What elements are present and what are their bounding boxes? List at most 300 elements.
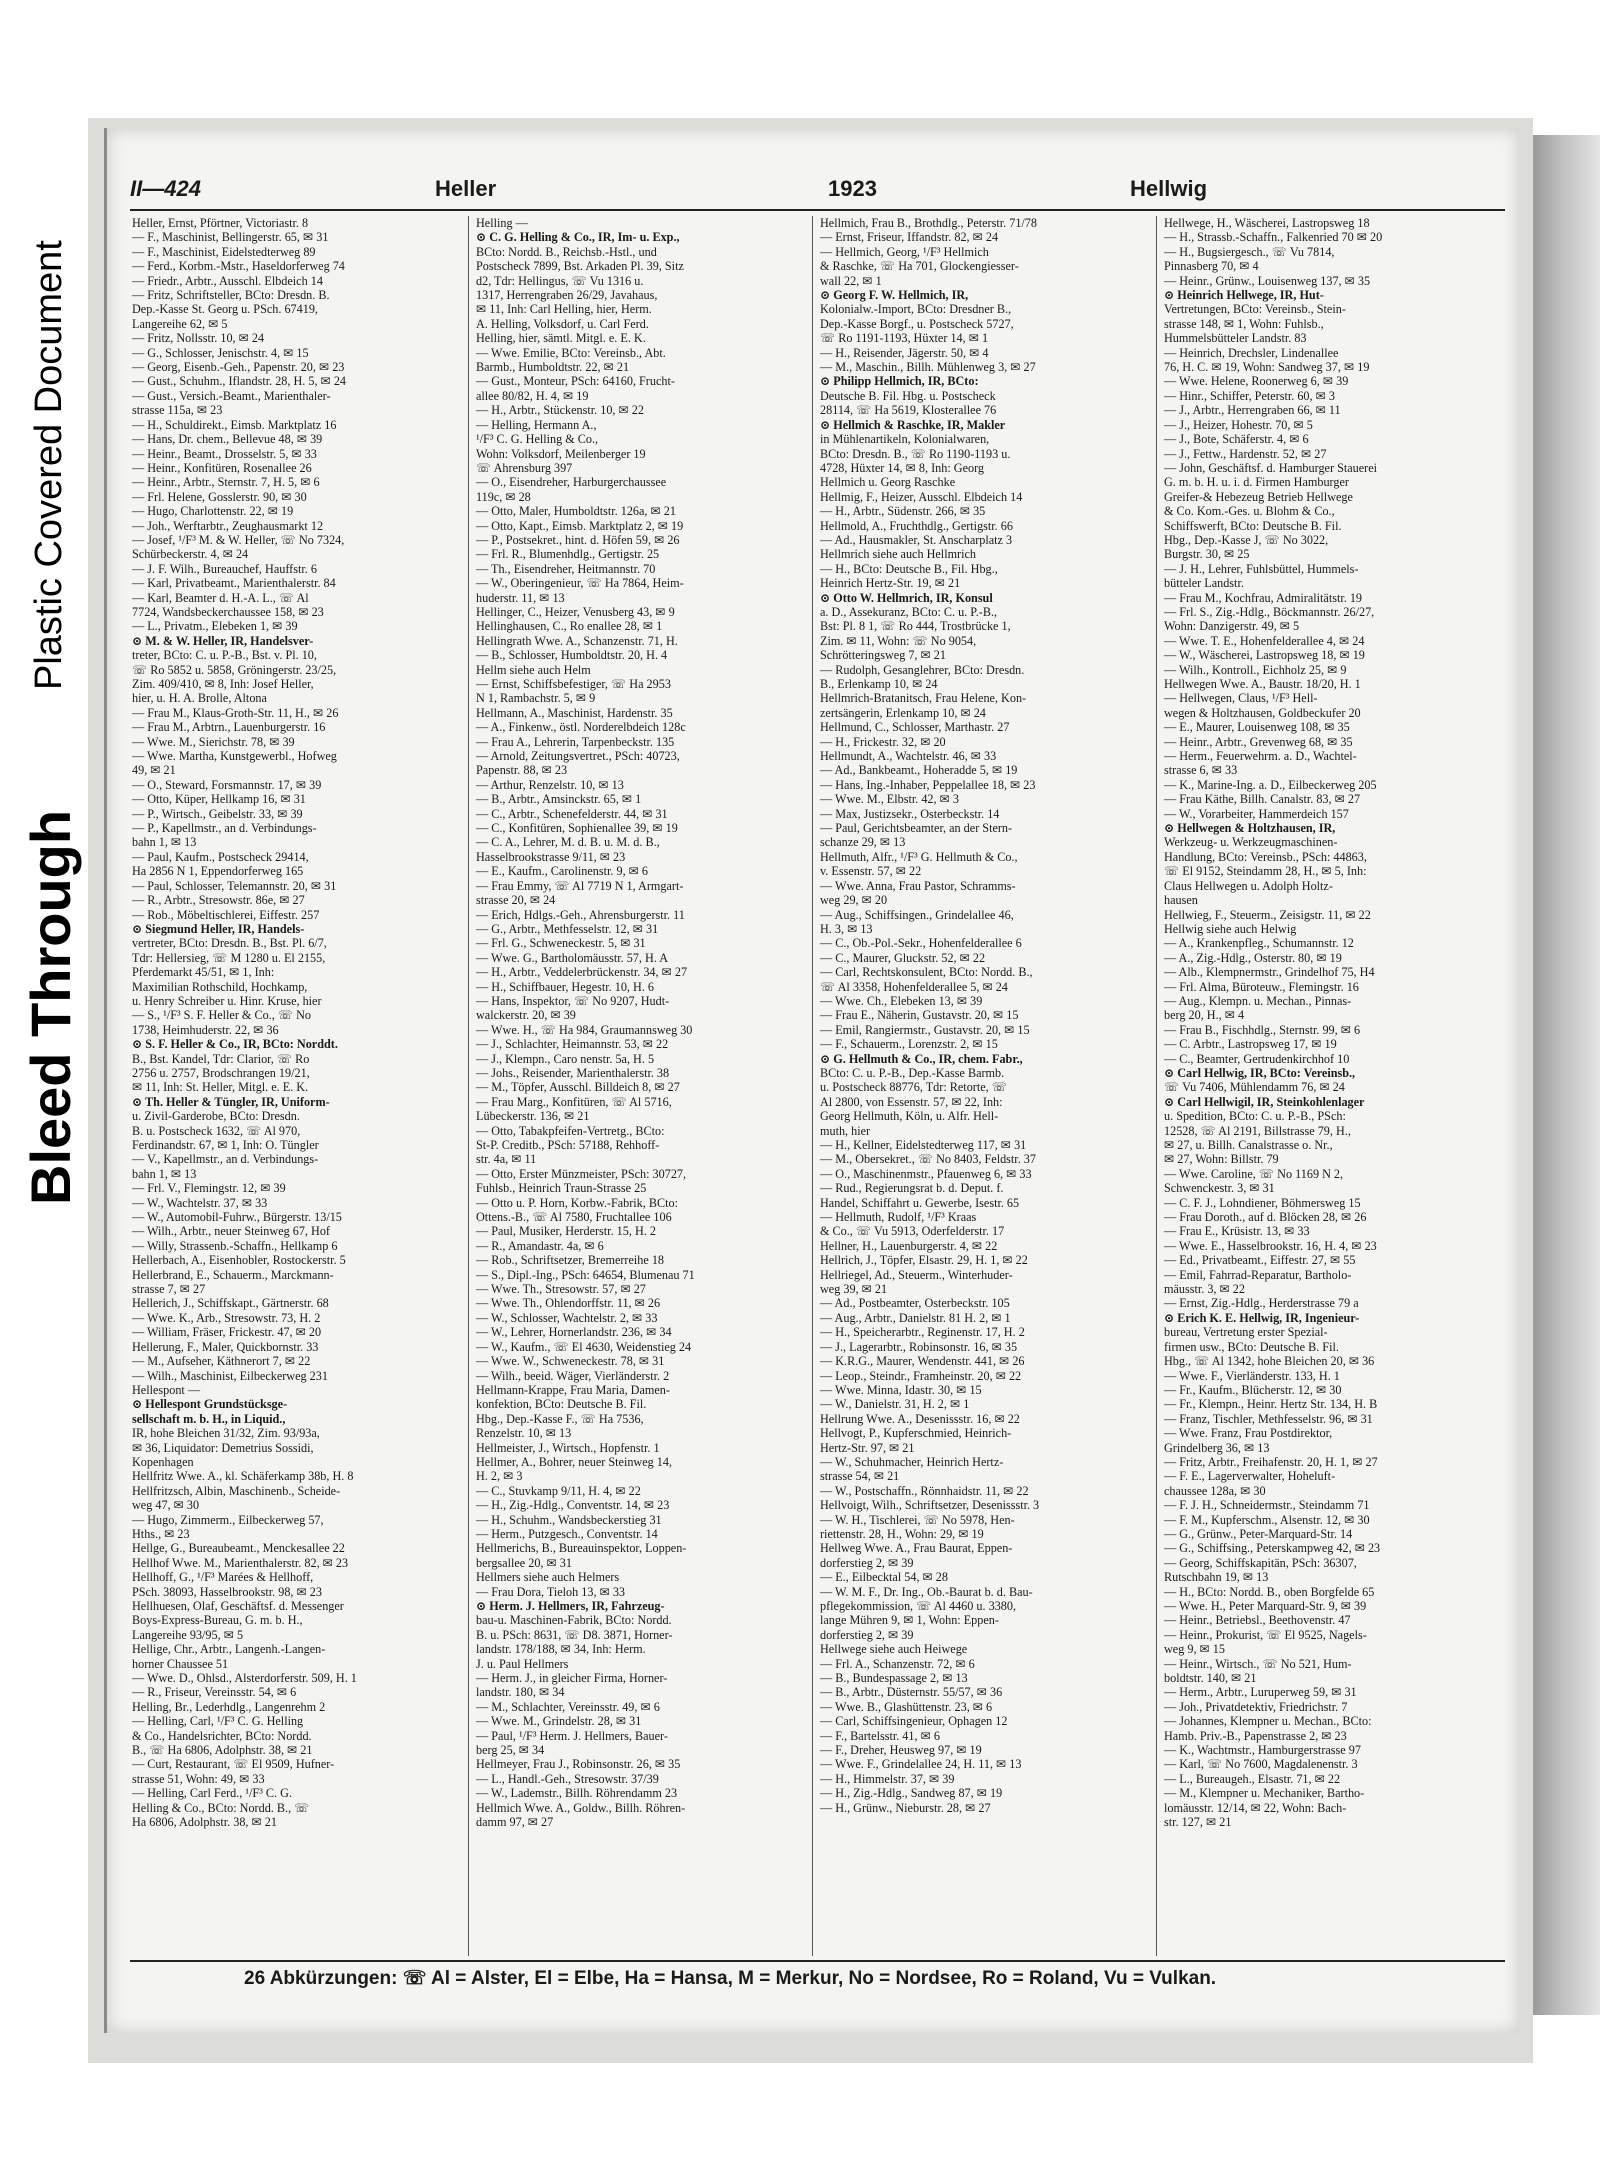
directory-entry: — Friedr., Arbtr., Ausschl. Elbdeich 14	[132, 273, 323, 288]
directory-entry: — E., Kaufm., Carolinenstr. 9, ✉ 6	[476, 864, 649, 879]
directory-entry: Hamb. Priv.-B., Papenstrasse 2, ✉ 23	[1164, 1728, 1347, 1743]
directory-entry: — Ferd., Korbm.-Mstr., Haseldorferweg 74	[132, 259, 345, 274]
directory-entry: — Paul, Musiker, Herderstr. 15, H. 2	[476, 1224, 656, 1239]
directory-entry: u. Henry Schreiber u. Hinr. Kruse, hier	[132, 993, 322, 1008]
directory-entry: — Paul, Gerichtsbeamter, an der Stern-	[820, 821, 1013, 836]
directory-entry: — Heinr., Wirtsch., ☏ No 521, Hum-	[1164, 1656, 1352, 1671]
directory-entry: ⊙ Heinrich Hellwege, IR, Hut-	[1164, 288, 1324, 303]
directory-entry: — Ernst, Schiffsbefestiger, ☏ Ha 2953	[476, 677, 671, 691]
directory-entry: Maximilian Rothschild, Hochkamp,	[132, 979, 308, 994]
directory-entry: v. Essenstr. 57, ✉ 22	[820, 864, 922, 879]
directory-entry: — Hugo, Zimmerm., Eilbeckerweg 57,	[132, 1512, 324, 1527]
directory-entry: — Herm., Feuerwehrm. a. D., Wachtel-	[1164, 749, 1357, 764]
directory-entry: — G., Grünw., Peter-Marquard-Str. 14	[1164, 1526, 1353, 1541]
directory-entry: — J. F. Wilh., Bureauchef, Hauffstr. 6	[132, 561, 317, 576]
directory-entry: — Th., Eisendreher, Heitmannstr. 70	[476, 561, 656, 576]
directory-entry: Hellhuesen, Olaf, Geschäftsf. d. Messenger	[132, 1599, 344, 1613]
directory-entry: Postscheck 7899, Bst. Arkaden Pl. 39, Sitz	[476, 259, 684, 274]
directory-entry: 76, H. C. ✉ 19, Wohn: Sandweg 37, ✉ 19	[1164, 360, 1370, 375]
directory-entry: B., Bst. Kandel, Tdr: Clarior, ☏ Ro	[132, 1051, 310, 1066]
directory-entry: Hellinger, C., Heizer, Venusberg 43, ✉ 9	[476, 604, 675, 619]
directory-entry: ⊙ Carl Hellwigil, IR, Steinkohlenlager	[1164, 1094, 1365, 1109]
directory-entry: — Fr., Klempn., Heinr. Hertz Str. 134, H. B	[1164, 1397, 1378, 1412]
directory-entry: — Wilh., beeid. Wäger, Vierländerstr. 2	[476, 1368, 670, 1383]
directory-entry: BCto: C. u. P.-B., Dep.-Kasse Barmb.	[820, 1065, 1005, 1080]
directory-entry: Hellmrich-Bratanitsch, Frau Helene, Kon-	[820, 691, 1027, 706]
directory-entry: — L., Bureaugeh., Elsastr. 71, ✉ 22	[1164, 1771, 1341, 1786]
directory-entry: Hellrung Wwe. A., Desenissstr. 16, ✉ 22	[820, 1411, 1020, 1426]
directory-entry: — C., Beamter, Gertrudenkirchhof 10	[1164, 1051, 1350, 1066]
directory-entry: — Wwe. E., Hasselbrookstr. 16, H. 4, ✉ 23	[1164, 1238, 1377, 1253]
directory-entry: bureau, Vertretung erster Spezial-	[1164, 1325, 1328, 1340]
directory-entry: bau-u. Maschinen-Fabrik, BCto: Nordd.	[476, 1613, 672, 1628]
directory-entry: strasse 148, ✉ 1, Wohn: Fuhlsb.,	[1164, 316, 1324, 331]
directory-entry: — Frau Doroth., auf d. Blöcken 28, ✉ 26	[1164, 1210, 1367, 1225]
directory-entry: Tdr: Hellersieg, ☏ M 1280 u. El 2155,	[132, 950, 326, 965]
directory-entry: — Josef, ¹/F³ M. & W. Heller, ☏ No 7324,	[132, 532, 345, 547]
directory-entry: Hellge, G., Bureaubeamt., Menckesallee 22	[132, 1541, 345, 1556]
directory-entry: bütteler Landstr.	[1164, 576, 1244, 591]
directory-entry: — Hugo, Charlottenstr. 22, ✉ 19	[132, 504, 294, 519]
directory-entry: Hbg., Dep.-Kasse J, ☏ No 3022,	[1164, 532, 1329, 547]
directory-entry: — Frau B., Fischhdlg., Sternstr. 99, ✉ 6	[1164, 1022, 1361, 1037]
directory-entry: — Gust., Versich.-Beamt., Marienthaler-	[132, 388, 331, 403]
directory-entry: — Aug., Klempn. u. Mechan., Pinnas-	[1164, 993, 1352, 1008]
directory-entry: — Frl. R., Blumenhdlg., Gertigstr. 25	[476, 547, 660, 562]
directory-entry: — C., Ob.-Pol.-Sekr., Hohenfelderallee 6	[820, 936, 1022, 951]
directory-entry: — F., Schauerm., Lorenzstr. 2, ✉ 15	[820, 1037, 998, 1052]
directory-columns	[132, 216, 1507, 1956]
directory-entry: — G., Schiffsing., Peterskampweg 42, ✉ 23	[1164, 1541, 1381, 1556]
directory-entry: — C., Stuvkamp 9/11, H. 4, ✉ 22	[476, 1483, 641, 1498]
directory-entry: & Co., Handelsrichter, BCto: Nordd.	[132, 1728, 312, 1743]
directory-entry: — Wwe. Franz, Frau Postdirektor,	[1164, 1426, 1333, 1441]
directory-entry: Schrötteringsweg 7, ✉ 21	[820, 648, 946, 663]
directory-entry: — Wwe. G., Bartholomäusstr. 57, H. A	[476, 950, 669, 965]
directory-entry: — Otto u. P. Horn, Korbw.-Fabrik, BCto:	[476, 1195, 678, 1210]
directory-entry: Hellweg Wwe. A., Frau Baurat, Eppen-	[820, 1541, 1013, 1556]
column-3	[820, 216, 1144, 1956]
directory-entry: — Wwe. M., Elbstr. 42, ✉ 3	[820, 792, 959, 807]
directory-entry: sellschaft m. b. H., in Liquid.,	[132, 1411, 286, 1426]
directory-entry: — P., Kapellmstr., an d. Verbindungs-	[132, 821, 317, 836]
directory-entry: firmen usw., BCto: Deutsche B. Fil.	[1164, 1339, 1339, 1354]
directory-entry: — Heinr., Prokurist, ☏ El 9525, Nagels-	[1164, 1627, 1367, 1642]
directory-entry: ⊙ Hellespont Grundstücksge-	[132, 1397, 288, 1412]
directory-entry: Burgstr. 30, ✉ 25	[1164, 547, 1250, 562]
directory-entry: wall 22, ✉ 1	[820, 273, 882, 288]
directory-entry: — Hellwegen, Claus, ¹/F³ Hell-	[1164, 691, 1318, 706]
directory-entry: u. Spedition, BCto: C. u. P.-B., PSch:	[1164, 1109, 1346, 1124]
directory-entry: — F., Maschinist, Bellingerstr. 65, ✉ 31	[132, 230, 329, 245]
directory-entry: — Heinr., Grünw., Louisenweg 137, ✉ 35	[1164, 273, 1371, 288]
directory-entry: — William, Fräser, Frickestr. 47, ✉ 20	[132, 1325, 322, 1340]
directory-entry: H. 3, ✉ 13	[820, 921, 873, 936]
directory-entry: Boys-Express-Bureau, G. m. b. H.,	[132, 1613, 303, 1628]
directory-entry: — Karl, ☏ No 7600, Magdalenenstr. 3	[1164, 1757, 1358, 1772]
directory-entry: — Herm. J., in gleicher Firma, Horner-	[476, 1671, 668, 1686]
directory-entry: — R., Amandastr. 4a, ✉ 6	[476, 1238, 604, 1253]
directory-entry: — H., Grünw., Nieburstr. 28, ✉ 27	[820, 1800, 991, 1815]
directory-entry: — C., Konfitüren, Sophienallee 39, ✉ 19	[476, 821, 678, 836]
directory-entry: Hellriegel, Ad., Steuerm., Winterhuder-	[820, 1267, 1013, 1282]
directory-entry: bahn 1, ✉ 13	[132, 1166, 197, 1181]
directory-entry: — Paul, Kaufm., Postscheck 29414,	[132, 849, 309, 864]
directory-entry: — Wwe. Martha, Kunstgewerbl., Hofweg	[132, 749, 337, 764]
directory-entry: Greifer-& Hebezeug Betrieb Hellwege	[1164, 489, 1353, 504]
directory-entry: Hellingrath Wwe. A., Schanzenstr. 71, H.	[476, 633, 678, 648]
directory-entry: — Herm., Arbtr., Luruperweg 59, ✉ 31	[1164, 1685, 1357, 1700]
directory-entry: — H., Strassb.-Schaffn., Falkenried 70 ✉ 20	[1164, 230, 1383, 245]
directory-entry: ☏ Al 3358, Hohenfelderallee 5, ✉ 24	[820, 979, 1008, 994]
directory-entry: Papenstr. 88, ✉ 23	[476, 763, 568, 778]
directory-entry: — Otto, Tabakpfeifen-Vertretg., BCto:	[476, 1123, 665, 1138]
directory-entry: d2, Tdr: Hellingus, ☏ Vu 1316 u.	[476, 273, 644, 288]
directory-entry: — Frau Emmy, ☏ Al 7719 N 1, Armgart-	[476, 878, 684, 893]
directory-entry: ⊙ C. G. Helling & Co., IR, Im- u. Exp.,	[476, 230, 680, 245]
directory-entry: strasse 115a, ✉ 23	[132, 403, 223, 418]
directory-entry: — J., Klempn., Caro nenstr. 5a, H. 5	[476, 1051, 655, 1066]
directory-entry: 12528, ☏ Al 2191, Billstrasse 79, H.,	[1164, 1123, 1351, 1138]
directory-entry: Bst: Pl. 8 1, ☏ Ro 444, Trostbrücke 1,	[820, 619, 1011, 634]
directory-entry: Hellmig, F., Heizer, Ausschl. Elbdeich 14	[820, 489, 1023, 504]
directory-entry: — Wwe. H., ☏ Ha 984, Graumannsweg 30	[476, 1022, 693, 1037]
directory-entry: Pferdemarkt 45/51, ✉ 1, Inh:	[132, 965, 275, 980]
directory-entry: Hellfritz Wwe. A., kl. Schäferkamp 38b, H. 8	[132, 1469, 354, 1484]
directory-entry: Hbg., ☏ Al 1342, hohe Bleichen 20, ✉ 36	[1164, 1354, 1375, 1369]
directory-entry: — L., Privatm., Elebeken 1, ✉ 39	[132, 619, 298, 634]
directory-entry: Claus Hellwegen u. Adolph Holtz-	[1164, 878, 1333, 893]
directory-entry: — Ad., Hausmakler, St. Anscharplatz 3	[820, 532, 1013, 547]
directory-entry: — M., Schlachter, Vereinsstr. 49, ✉ 6	[476, 1699, 660, 1714]
directory-entry: — O., Maschinenmstr., Pfauenweg 6, ✉ 33	[820, 1166, 1032, 1181]
directory-entry: Werkzeug- u. Werkzeugmaschinen-	[1164, 835, 1338, 850]
directory-entry: — Hans, Ing.-Inhaber, Peppelallee 18, ✉ 23	[820, 777, 1036, 792]
directory-entry: 2756 u. 2757, Brodschrangen 19/21,	[132, 1065, 310, 1080]
directory-entry: — H., Zig.-Hdlg., Sandweg 87, ✉ 19	[820, 1786, 1003, 1801]
directory-entry: Hellwig siehe auch Helwig	[1164, 921, 1297, 936]
directory-entry: — G., Schlosser, Jenischstr. 4, ✉ 15	[132, 345, 309, 360]
directory-entry: St-P. Creditb., PSch: 57188, Rehhoff-	[476, 1138, 660, 1152]
directory-entry: Hellmer, A., Bohrer, neuer Steinweg 14,	[476, 1454, 673, 1469]
directory-entry: — Johs., Reisender, Marienthalerstr. 38	[476, 1065, 670, 1080]
directory-entry: ⊙ Carl Hellwig, IR, BCto: Vereinsb.,	[1164, 1065, 1356, 1080]
directory-entry: lange Mühren 9, ✉ 1, Wohn: Eppen-	[820, 1613, 999, 1628]
directory-entry: ¹/F³ C. G. Helling & Co.,	[476, 432, 599, 447]
directory-entry: B., Erlenkamp 10, ✉ 24	[820, 677, 938, 691]
directory-entry: — W., Kaufm., ☏ El 4630, Weidenstieg 24	[476, 1339, 692, 1354]
directory-entry: — Curt, Restaurant, ☏ El 9509, Hufner-	[132, 1757, 335, 1772]
directory-entry: — Fritz, Nollsstr. 10, ✉ 24	[132, 331, 265, 346]
directory-entry: — F., Maschinist, Eidelstedterweg 89	[132, 244, 316, 259]
directory-entry: & Raschke, ☏ Ha 701, Glockengiesser-	[820, 259, 1019, 274]
directory-entry: — F. E., Lagerverwalter, Hoheluft-	[1164, 1469, 1336, 1484]
directory-entry: Georg Hellmuth, Köln, u. Alfr. Hell-	[820, 1109, 999, 1124]
directory-entry: in Mühlenartikeln, Kolonialwaren,	[820, 432, 990, 447]
directory-entry: — Emil, Fahrrad-Reparatur, Bartholo-	[1164, 1267, 1352, 1282]
directory-entry: ✉ 11, Inh: Carl Helling, hier, Herm.	[476, 302, 652, 317]
directory-entry: Wohn: Danzigerstr. 49, ✉ 5	[1164, 619, 1300, 634]
directory-entry: konfektion, BCto: Deutsche B. Fil.	[476, 1397, 647, 1412]
directory-entry: 7724, Wandsbeckerchaussee 158, ✉ 23	[132, 604, 324, 619]
directory-entry: berg 20, H., ✉ 4	[1164, 1008, 1245, 1023]
directory-entry: Hellrich, J., Töpfer, Elsastr. 29, H. 1, ✉ 22	[820, 1253, 1028, 1268]
directory-entry: — H., Schuldirekt., Eimsb. Marktplatz 16	[132, 417, 337, 432]
directory-entry: — F., Dreher, Heusweg 97, ✉ 19	[820, 1743, 982, 1758]
directory-entry: pflegekommission, ☏ Al 4460 u. 3380,	[820, 1599, 1017, 1613]
directory-entry: landstr. 180, ✉ 34	[476, 1685, 565, 1700]
directory-entry: lomäusstr. 12/14, ✉ 22, Wohn: Bach-	[1164, 1800, 1347, 1815]
directory-entry: Hellmers siehe auch Helmers	[476, 1570, 620, 1585]
directory-entry: — C. F. J., Lohndiener, Böhmersweg 15	[1164, 1195, 1361, 1210]
page-number: II—424	[130, 176, 201, 201]
directory-entry: — Frau Marg., Konfitüren, ☏ Al 5716,	[476, 1094, 672, 1109]
directory-entry: — Wwe. Ch., Elebeken 13, ✉ 39	[820, 993, 983, 1008]
directory-entry: ☏ Ro 5852 u. 5858, Gröningerstr. 23/25,	[132, 662, 337, 677]
directory-entry: — W., Lehrer, Hornerlandstr. 236, ✉ 34	[476, 1325, 672, 1340]
directory-entry: Hellvogt, P., Kupferschmied, Heinrich-	[820, 1426, 1012, 1441]
directory-entry: Hellerich, J., Schiffskapt., Gärtnerstr. 68	[132, 1296, 329, 1311]
directory-entry: B. u. PSch: 8631, ☏ D8. 3871, Horner-	[476, 1627, 673, 1642]
column-divider	[468, 216, 469, 1956]
directory-entry: ⊙ Hellwegen & Holtzhausen, IR,	[1164, 821, 1336, 836]
directory-entry: — W., Lademstr., Billh. Röhrendamm 23	[476, 1786, 678, 1801]
directory-entry: — J., Heizer, Hohestr. 70, ✉ 5	[1164, 417, 1313, 432]
directory-entry: — C. A., Lehrer, M. d. B. u. M. d. B.,	[476, 835, 660, 850]
directory-entry: — J., Fettw., Hardenstr. 52, ✉ 27	[1164, 446, 1327, 461]
directory-entry: — H., BCto: Nordd. B., oben Borgfelde 65	[1164, 1584, 1375, 1599]
directory-entry: — Hinr., Schiffer, Peterstr. 60, ✉ 3	[1164, 388, 1335, 403]
directory-entry: ⊙ Erich K. E. Hellwig, IR, Ingenieur-	[1164, 1310, 1360, 1325]
directory-entry: — Franz, Tischler, Methfesselstr. 96, ✉ 31	[1164, 1411, 1373, 1426]
directory-entry: u. Zivil-Garderobe, BCto: Dresdn.	[132, 1109, 300, 1124]
directory-entry: — Gust., Schuhm., Iflandstr. 28, H. 5, ✉ 24	[132, 374, 347, 389]
directory-entry: — J. H., Lehrer, Fuhlsbüttel, Hummels-	[1164, 561, 1359, 576]
directory-entry: — H., Schuhm., Wandsbeckerstieg 31	[476, 1512, 662, 1527]
directory-entry: — R., Arbtr., Stresowstr. 86e, ✉ 27	[132, 893, 305, 908]
directory-entry: — J., Arbtr., Herrengraben 66, ✉ 11	[1164, 403, 1341, 418]
directory-entry: ⊙ Hellmich & Raschke, IR, Makler	[820, 417, 1006, 432]
directory-entry: — O., Eisendreher, Harburgerchaussee	[476, 475, 667, 490]
directory-entry: berg 25, ✉ 34	[476, 1743, 545, 1758]
directory-entry: ⊙ Philipp Hellmich, IR, BCto:	[820, 374, 979, 389]
directory-entry: BCto: Dresdn. B., ☏ Ro 1190-1193 u.	[820, 446, 1011, 461]
directory-entry: — M., Klempner u. Mechaniker, Bartho-	[1164, 1786, 1365, 1801]
directory-entry: Dep.-Kasse St. Georg u. PSch. 67419,	[132, 302, 318, 317]
directory-entry: BCto: Nordd. B., Reichsb.-Hstl., und	[476, 244, 657, 259]
directory-entry: — C., Arbtr., Schenefelderstr. 44, ✉ 31	[476, 806, 668, 821]
directory-entry: Hellvoigt, Wilh., Schriftsetzer, Desenissstr. 3	[820, 1498, 1040, 1513]
directory-entry: Ottens.-B., ☏ Al 7580, Fruchtallee 106	[476, 1210, 672, 1225]
directory-entry: — V., Kapellmstr., an d. Verbindungs-	[132, 1152, 319, 1167]
directory-entry: Kolonialw.-Import, BCto: Dresdner B.,	[820, 302, 1012, 317]
directory-entry: — Aug., Arbtr., Danielstr. 81 H. 2, ✉ 1	[820, 1310, 1011, 1325]
directory-entry: weg 29, ✉ 20	[820, 893, 888, 908]
directory-entry: — Rudolph, Gesanglehrer, BCto: Dresdn.	[820, 662, 1025, 677]
directory-entry: — Karl, Privatbeamt., Marienthalerstr. 84	[132, 576, 336, 591]
directory-entry: — Frau E., Krüsistr. 13, ✉ 33	[1164, 1224, 1310, 1239]
directory-entry: — B., Arbtr., Düsternstr. 55/57, ✉ 36	[820, 1685, 1003, 1700]
directory-entry: Hellwege, H., Wäscherei, Lastropsweg 18	[1164, 216, 1370, 230]
directory-entry: J. u. Paul Hellmers	[476, 1656, 569, 1671]
directory-entry: Hellhof Wwe. M., Marienthalerstr. 82, ✉ 23	[132, 1555, 349, 1570]
directory-entry: strasse 7, ✉ 27	[132, 1282, 206, 1297]
page-header	[130, 176, 1505, 208]
directory-entry: — K., Marine-Ing. a. D., Eilbeckerweg 205	[1164, 777, 1377, 792]
directory-entry: — Hellmich, Georg, ¹/F³ Hellmich	[820, 244, 989, 259]
directory-entry: — Ad., Bankbeamt., Hoheradde 5, ✉ 19	[820, 763, 1018, 778]
column-1	[132, 216, 456, 1956]
directory-entry: Hellmann-Krappe, Frau Maria, Damen-	[476, 1382, 670, 1397]
directory-entry: damm 97, ✉ 27	[476, 1815, 554, 1830]
directory-entry: strasse 6, ✉ 33	[1164, 763, 1238, 778]
directory-entry: — Carl, Schiffsingenieur, Ophagen 12	[820, 1714, 1008, 1729]
directory-entry: Hellige, Chr., Arbtr., Langenh.-Langen-	[132, 1642, 326, 1657]
abbreviations-footer: 26 Abkürzungen: ☏ Al = Alster, El = Elbe, Ha = Hansa, M = Merkur, No = Nordsee, Ro = Roland, Vu = Vulkan.	[244, 1968, 1217, 1989]
directory-entry: — Arthur, Renzelstr. 10, ✉ 13	[476, 777, 624, 792]
directory-entry: — Ernst, Friseur, Iffandstr. 82, ✉ 24	[820, 230, 999, 245]
directory-entry: — J., Bote, Schäferstr. 4, ✉ 6	[1164, 432, 1309, 447]
directory-entry: weg 39, ✉ 21	[820, 1282, 888, 1297]
directory-entry: — Alb., Klempnermstr., Grindelhof 75, H4	[1164, 965, 1375, 980]
directory-entry: — Frau M., Klaus-Groth-Str. 11, H., ✉ 26	[132, 705, 339, 720]
directory-entry: riettenstr. 28, H., Wohn: 29, ✉ 19	[820, 1526, 984, 1541]
directory-entry: Hellerung, F., Maler, Quickbornstr. 33	[132, 1339, 319, 1354]
directory-entry: — Fritz, Arbtr., Freihafenstr. 20, H. 1, ✉ 27	[1164, 1454, 1378, 1469]
header-rule	[130, 209, 1505, 211]
directory-entry: str. 4a, ✉ 11	[476, 1152, 537, 1167]
directory-entry: schanze 29, ✉ 13	[820, 835, 906, 850]
directory-entry: — Ed., Privatbeamt., Eiffestr. 27, ✉ 55	[1164, 1253, 1356, 1268]
directory-entry: Hellmich, Frau B., Brothdlg., Peterstr. 71/78	[820, 216, 1037, 230]
directory-entry: — Wwe. Th., Ohlendorffstr. 11, ✉ 26	[476, 1296, 661, 1311]
directory-entry: ✉ 11, Inh: St. Heller, Mitgl. e. E. K.	[132, 1080, 309, 1095]
directory-entry: Hellmich Wwe. A., Goldw., Billh. Röhren-	[476, 1800, 686, 1815]
directory-entry: ⊙ M. & W. Heller, IR, Handelsver-	[132, 633, 314, 648]
directory-entry: — Wwe. K., Arb., Stresowstr. 73, H. 2	[132, 1310, 321, 1325]
directory-entry: — A., Krankenpfleg., Schumannstr. 12	[1164, 936, 1354, 951]
directory-entry: Hellmuth, Alfr., ¹/F³ G. Hellmuth & Co.,	[820, 849, 1018, 864]
directory-entry: — Wilh., Maschinist, Eilbeckerweg 231	[132, 1368, 328, 1383]
directory-entry: ☏ Vu 7406, Mühlendamm 76, ✉ 24	[1164, 1080, 1345, 1095]
directory-entry: strasse 51, Wohn: 49, ✉ 33	[132, 1771, 265, 1786]
directory-entry: Zim. 409/410, ✉ 8, Inh: Josef Heller,	[132, 677, 314, 691]
directory-entry: — Joh., Privatdetektiv, Friedrichstr. 7	[1164, 1699, 1348, 1714]
directory-entry: 49, ✉ 21	[132, 763, 176, 778]
directory-entry: Hellwieg, F., Steuerm., Zeisigstr. 11, ✉ 22	[1164, 907, 1371, 922]
directory-entry: — Wilh., Kontroll., Eichholz 25, ✉ 9	[1164, 662, 1347, 677]
directory-entry: Hasselbrookstrasse 9/11, ✉ 23	[476, 849, 626, 864]
directory-entry: — M., Aufseher, Käthnerort 7, ✉ 22	[132, 1354, 311, 1369]
directory-entry: Hbg., Dep.-Kasse F., ☏ Ha 7536,	[476, 1411, 644, 1426]
directory-entry: Hellmold, A., Fruchthdlg., Gertigstr. 66	[820, 518, 1013, 533]
directory-entry: 1317, Herrengraben 26/29, Javahaus,	[476, 288, 658, 303]
directory-entry: str. 127, ✉ 21	[1164, 1815, 1232, 1830]
directory-entry: Schürbeckerstr. 4, ✉ 24	[132, 547, 249, 562]
directory-entry: — P., Wirtsch., Geibelstr. 33, ✉ 39	[132, 806, 303, 821]
directory-entry: — L., Handl.-Geh., Stresowstr. 37/39	[476, 1771, 659, 1786]
directory-entry: — Wwe. Caroline, ☏ No 1169 N 2,	[1164, 1166, 1344, 1181]
directory-entry: — Wwe. Helene, Roonerweg 6, ✉ 39	[1164, 374, 1349, 389]
directory-entry: dorferstieg 2, ✉ 39	[820, 1627, 914, 1642]
directory-entry: Hellmeister, J., Wirtsch., Hopfenstr. 1	[476, 1440, 660, 1455]
directory-entry: — Fritz, Schriftsteller, BCto: Dresdn. B.	[132, 288, 330, 303]
directory-entry: — Hans, Dr. chem., Bellevue 48, ✉ 39	[132, 432, 323, 447]
directory-entry: hausen	[1164, 893, 1198, 908]
directory-entry: Dep.-Kasse Borgf., u. Postscheck 5727,	[820, 316, 1014, 331]
directory-entry: Hellmrich siehe auch Hellmrich	[820, 547, 977, 562]
directory-entry: — E., Eilbecktal 54, ✉ 28	[820, 1570, 948, 1585]
directory-entry: Langereihe 62, ✉ 5	[132, 316, 228, 331]
directory-entry: — F. M., Kupferschm., Alsenstr. 12, ✉ 30	[1164, 1512, 1370, 1527]
directory-entry: — Wwe. T. E., Hohenfelderallee 4, ✉ 24	[1164, 633, 1365, 648]
directory-entry: allee 80/82, H. 4, ✉ 19	[476, 388, 589, 403]
directory-entry: — F. J. H., Schneidermstr., Steindamm 71	[1164, 1498, 1370, 1513]
footer-rule	[130, 1960, 1505, 1962]
directory-entry: — Wwe. Emilie, BCto: Vereinsb., Abt.	[476, 345, 666, 360]
directory-entry: Heinrich Hertz-Str. 19, ✉ 21	[820, 576, 961, 591]
directory-entry: landstr. 178/188, ✉ 34, Inh: Herm.	[476, 1642, 646, 1657]
directory-entry: Vertretungen, BCto: Vereinsb., Stein-	[1164, 302, 1346, 317]
directory-entry: — J., Lagerarbtr., Robinsonstr. 16, ✉ 35	[820, 1339, 1018, 1354]
directory-entry: — S., ¹/F³ S. F. Heller & Co., ☏ No	[132, 1008, 312, 1023]
directory-entry: Hellm siehe auch Helm	[476, 662, 591, 677]
directory-entry: — M., Töpfer, Ausschl. Billdeich 8, ✉ 27	[476, 1080, 680, 1095]
directory-entry: — H., Arbtr., Südenstr. 266, ✉ 35	[820, 504, 986, 519]
scan-page-edge	[1533, 135, 1600, 2015]
directory-entry: ✉ 27, Wohn: Billstr. 79	[1164, 1152, 1279, 1167]
directory-entry: Hellmann, A., Maschinist, Hardenstr. 35	[476, 705, 673, 720]
directory-entry: ⊙ Herm. J. Hellmers, IR, Fahrzeug-	[476, 1599, 665, 1613]
directory-entry: Deutsche B. Fil. Hbg. u. Postscheck	[820, 388, 996, 403]
directory-entry: ☏ El 9152, Steindamm 28, H., ✉ 5, Inh:	[1164, 864, 1367, 879]
directory-entry: — K., Wachtmstr., Hamburgerstrasse 97	[1164, 1743, 1361, 1758]
directory-entry: — C., Maurer, Gluckstr. 52, ✉ 22	[820, 950, 986, 965]
directory-entry: Hellhoff, G., ¹/F³ Marées & Hellhoff,	[132, 1570, 314, 1585]
directory-entry: — H., Himmelstr. 37, ✉ 39	[820, 1771, 955, 1786]
directory-entry: Hummelsbütteler Landstr. 83	[1164, 331, 1307, 346]
directory-entry: & Co. Kom.-Ges. u. Blohm & Co.,	[1164, 504, 1335, 519]
directory-entry: huderstr. 11, ✉ 13	[476, 590, 565, 605]
directory-entry: — Heinr., Arbtr., Sternstr. 7, H. 5, ✉ 6	[132, 475, 320, 490]
directory-entry: strasse 20, ✉ 24	[476, 893, 556, 908]
directory-entry: Ferdinandstr. 67, ✉ 1, Inh: O. Tüngler	[132, 1138, 319, 1152]
directory-entry: — Helling, Carl Ferd., ¹/F³ C. G.	[132, 1786, 292, 1801]
directory-entry: — Wilh., Arbtr., neuer Steinweg 67, Hof	[132, 1224, 330, 1239]
directory-entry: 28114, ☏ Ha 5619, Klosterallee 76	[820, 403, 997, 418]
directory-entry: ⊙ Otto W. Hellmrich, IR, Konsul	[820, 590, 993, 605]
directory-entry: — Otto, Kapt., Eimsb. Marktplatz 2, ✉ 19	[476, 518, 684, 533]
directory-entry: — A., Finkenw., östl. Norderelbdeich 128c	[476, 720, 686, 735]
directory-entry: Al 2800, von Essenstr. 57, ✉ 22, Inh:	[820, 1094, 1003, 1109]
plastic-covered-label: Plastic Covered Document	[28, 240, 70, 690]
directory-entry: hier, u. H. A. Brolle, Altona	[132, 691, 267, 706]
directory-entry: Hellinghausen, C., Ro enallee 28, ✉ 1	[476, 619, 663, 634]
directory-entry: Grindelberg 36, ✉ 13	[1164, 1440, 1270, 1455]
directory-entry: — G., Arbtr., Methfesselstr. 12, ✉ 31	[476, 921, 659, 936]
directory-entry: — Leop., Steindr., Framheinstr. 20, ✉ 22	[820, 1368, 1022, 1383]
directory-entry: ⊙ Georg F. W. Hellmich, IR,	[820, 288, 969, 303]
directory-entry: — Carl, Rechtskonsulent, BCto: Nordd. B.,	[820, 965, 1033, 980]
directory-entry: — A., Zig.-Hdlg., Osterstr. 80, ✉ 19	[1164, 950, 1342, 965]
directory-entry: Hths., ✉ 23	[132, 1526, 190, 1541]
directory-entry: Handel, Schiffahrt u. Gewerbe, Isestr. 65	[820, 1195, 1020, 1210]
directory-entry: — Frau Käthe, Billh. Canalstr. 83, ✉ 27	[1164, 792, 1361, 807]
column-2	[476, 216, 800, 1956]
directory-entry: — H., Zig.-Hdlg., Conventstr. 14, ✉ 23	[476, 1498, 670, 1513]
directory-entry: Hellerbach, A., Eisenhobler, Rostockerstr. 5	[132, 1253, 346, 1268]
directory-entry: — Otto, Erster Münzmeister, PSch: 30727,	[476, 1166, 687, 1181]
